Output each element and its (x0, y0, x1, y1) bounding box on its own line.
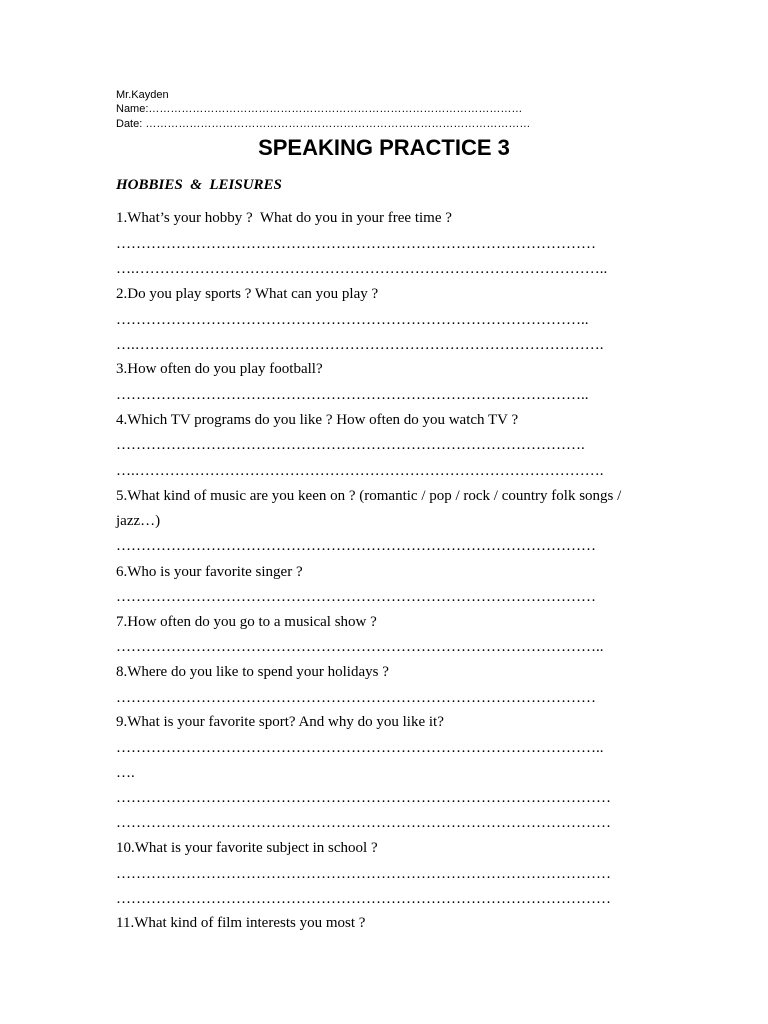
answer-line: …………………………………………………………………………………… (116, 538, 596, 554)
question-8: 8.Where do you like to spend your holidays ? (116, 664, 389, 680)
question-10: 10.What is your favorite subject in school ? (116, 840, 378, 856)
date-field: Date: …………………………………………………………………………………………… (116, 118, 531, 130)
answer-line: ……………………………………………………………………………………… (116, 815, 611, 831)
question-5: 5.What kind of music are you keen on ? (romantic / pop / rock / country folk songs / (116, 488, 622, 504)
question-1: 1.What’s your hobby ? What do you in your free time ? (116, 210, 452, 226)
page-title: SPEAKING PRACTICE 3 (258, 135, 510, 160)
answer-line: …………………………………………………………………………………… (116, 690, 596, 706)
question-4: 4.Which TV programs do you like ? How often do you watch TV ? (116, 412, 519, 428)
question-6: 6.Who is your favorite singer ? (116, 564, 303, 580)
answer-line: …………………………………………………………………………………. (116, 437, 585, 453)
answer-line: …………………………………………………………………………………… (116, 236, 596, 252)
answer-line: …………………………………………………………………………………… (116, 589, 596, 605)
question-7: 7.How often do you go to a musical show ? (116, 614, 377, 630)
answer-line: ……………………………………………………………………………………… (116, 790, 611, 806)
answer-line: …………………………………………………………………………………….. (116, 740, 604, 756)
section-heading: HOBBIES & LEISURES (116, 177, 282, 193)
question-5-continued: jazz…) (116, 513, 161, 529)
answer-line: ….…………………………………………………………………………………. (116, 463, 604, 479)
answer-line: …………………………………………………………………………………….. (116, 639, 604, 655)
answer-line: ………………………………………………………………………………….. (116, 312, 589, 328)
answer-line: …. (116, 765, 135, 781)
answer-line: ….…………………………………………………………………………………. (116, 337, 604, 353)
student-name-field: Name:………………………………………………………………………………………… (116, 103, 523, 115)
answer-line: ….………………………………………………………………………………….. (116, 261, 608, 277)
teacher-name: Mr.Kayden (116, 89, 169, 101)
answer-line: ………………………………………………………………………………….. (116, 387, 589, 403)
answer-line: ……………………………………………………………………………………… (116, 866, 611, 882)
answer-line: ……………………………………………………………………………………… (116, 891, 611, 907)
question-2: 2.Do you play sports ? What can you play ? (116, 286, 379, 302)
question-9: 9.What is your favorite sport? And why do you like it? (116, 714, 444, 730)
question-3: 3.How often do you play football? (116, 361, 323, 377)
question-11: 11.What kind of film interests you most ? (116, 915, 366, 931)
